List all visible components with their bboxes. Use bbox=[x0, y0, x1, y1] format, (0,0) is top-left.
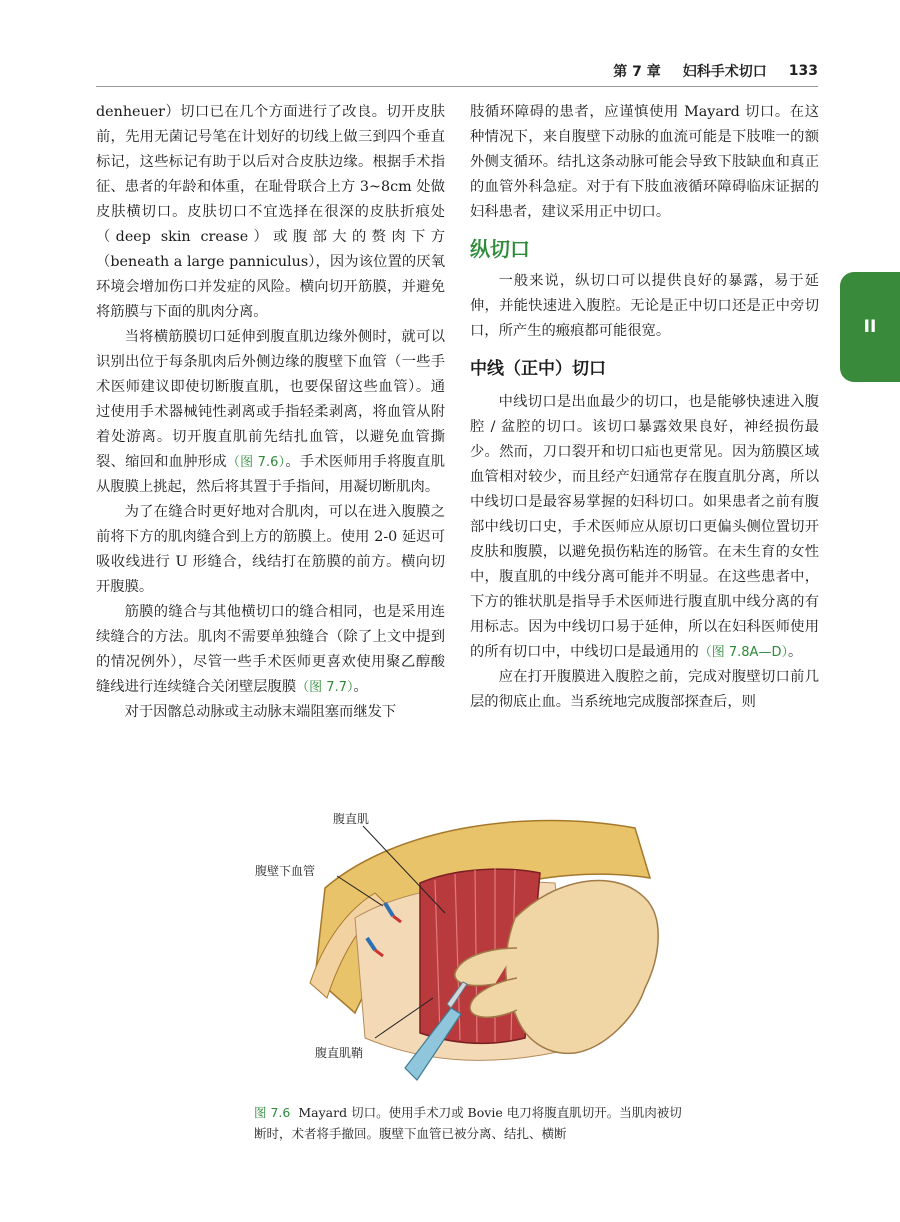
caption-text: Mayard 切口。使用手术刀或 Bovie 电刀将腹直肌切开。当肌肉被切断时，术者将手撤回。腹壁下血管已被分离、结扎、横断 bbox=[254, 1105, 682, 1141]
surgical-illustration bbox=[255, 798, 667, 1094]
hand bbox=[506, 881, 658, 1054]
section-tab-label: II bbox=[863, 317, 877, 337]
paragraph-text: 当将横筋膜切口延伸到腹直肌边缘外侧时，就可以识别出位于每条肌肉后外侧边缘的腹壁下血管（一些手术医师建议即使切断腹直肌，也要保留这些血管）。通过使用手术器械钝性剥离或手指轻柔剥离，将血管从附着处游离。切开腹直肌前先结扎血管，以避免血管撕裂、缩回和血肿形成 bbox=[96, 329, 445, 470]
figure-reference-link[interactable]: （图 7.8A—D） bbox=[698, 645, 788, 660]
figure-reference-link[interactable]: （图 7.7） bbox=[296, 680, 354, 695]
paragraph: 一般来说，纵切口可以提供良好的暴露，易于延伸，并能快速进入腹腔。无论是正中切口还是正中旁切口，所产生的瘢痕都可能很宽。 bbox=[470, 273, 819, 339]
paragraph: 肢循环障碍的患者，应谨慎使用 Mayard 切口。在这种情况下，来自腹壁下动脉的血流可能是下肢唯一的额外侧支循环。结扎这条动脉可能会导致下肢缺血和真正的血管外科急症。对于有下肢血液循环障碍临床证据的妇科患者，建议采用正中切口。 bbox=[470, 104, 819, 220]
paragraph-text: 。手术医师用手将腹直肌从腹膜上挑起，然后将其置于手指间，用凝切断肌肉。 bbox=[96, 454, 446, 495]
paragraph: 对于因髂总动脉或主动脉末端阻塞而继发下 bbox=[124, 704, 397, 720]
paragraph bbox=[96, 600, 445, 700]
running-header bbox=[96, 60, 818, 82]
paragraph-text: 。 bbox=[353, 679, 368, 695]
figure-number: 图 7.6 bbox=[254, 1105, 291, 1120]
chapter-title: 妇科手术切口 bbox=[682, 64, 767, 80]
section-tab bbox=[840, 272, 900, 382]
left-column bbox=[96, 100, 445, 725]
label-epigastric-vessels: 腹壁下血管 bbox=[255, 864, 316, 878]
subsection-heading: 中线（正中）切口 bbox=[470, 359, 606, 379]
paragraph: 为了在缝合时更好地对合肌肉，可以在进入腹膜之前将下方的肌肉缝合到上方的筋膜上。使用 2-0 延迟可吸收线进行 U 形缝合，线结打在筋膜的前方。横向切开腹膜。 bbox=[96, 504, 445, 595]
paragraph-text: 。 bbox=[787, 644, 803, 660]
paragraph-text: 中线切口是出血最少的切口，也是能够快速进入腹腔 / 盆腔的切口。该切口暴露效果良好，神经损伤最少。然而，刀口裂开和切口疝也更常见。因为筋膜区域血管相对较少，而且经产妇通常存在腹直肌分离，所以中线切口是最容易掌握的妇科切口。如果患者之前有腹部中线切口史，手术医师应从原切口更偏头侧位置切开皮肤和腹膜，以避免损伤粘连的肠管。在未生育的女性中，腹直肌的中线分离可能并不明显。在这些患者中，下方的锥状肌是指导手术医师进行腹直肌中线分离的有用标志。因为中线切口易于延伸，所以在妇科医师使用的所有切口中，中线切口是最通用的 bbox=[470, 394, 819, 660]
figure-caption bbox=[254, 1102, 684, 1144]
label-rectus-sheath: 腹直肌鞘 bbox=[315, 1046, 364, 1060]
paragraph: denheuer）切口已在几个方面进行了改良。切开皮肤前，先用无菌记号笔在计划好的切线上做三到四个垂直标记，这些标记有助于以后对合皮肤边缘。根据手术指征、患者的年龄和体重，在耻骨联合上方 3~8cm 处做皮肤横切口。皮肤切口不宜选择在很深的皮肤折痕处（deep skin crease）或腹部大的赘肉下方（beneath a large panniculus），因为该位置的厌氧环境会增加伤口并发症的风险。横向切开筋膜，并避免将筋膜与下面的肌肉分离。 bbox=[96, 104, 445, 320]
paragraph bbox=[470, 390, 819, 665]
header-rule bbox=[96, 86, 818, 87]
right-column bbox=[470, 100, 819, 715]
paragraph: 应在打开腹膜进入腹腔之前，完成对腹壁切口前几层的彻底止血。当系统地完成腹部探查后，则 bbox=[470, 669, 819, 710]
paragraph bbox=[96, 325, 445, 500]
label-rectus-muscle: 腹直肌 bbox=[333, 812, 370, 826]
figure-reference-link[interactable]: （图 7.6） bbox=[226, 455, 286, 470]
paragraph-text: 筋膜的缝合与其他横切口的缝合相同，也是采用连续缝合的方法。肌肉不需要单独缝合（除了上文中提到的情况例外），尽管一些手术医师更喜欢使用聚乙醇酸缝线进行连续缝合关闭壁层腹膜 bbox=[96, 604, 445, 695]
page-number: 133 bbox=[788, 63, 818, 79]
chapter-number: 第 7 章 bbox=[613, 64, 661, 80]
section-heading: 纵切口 bbox=[470, 237, 530, 261]
